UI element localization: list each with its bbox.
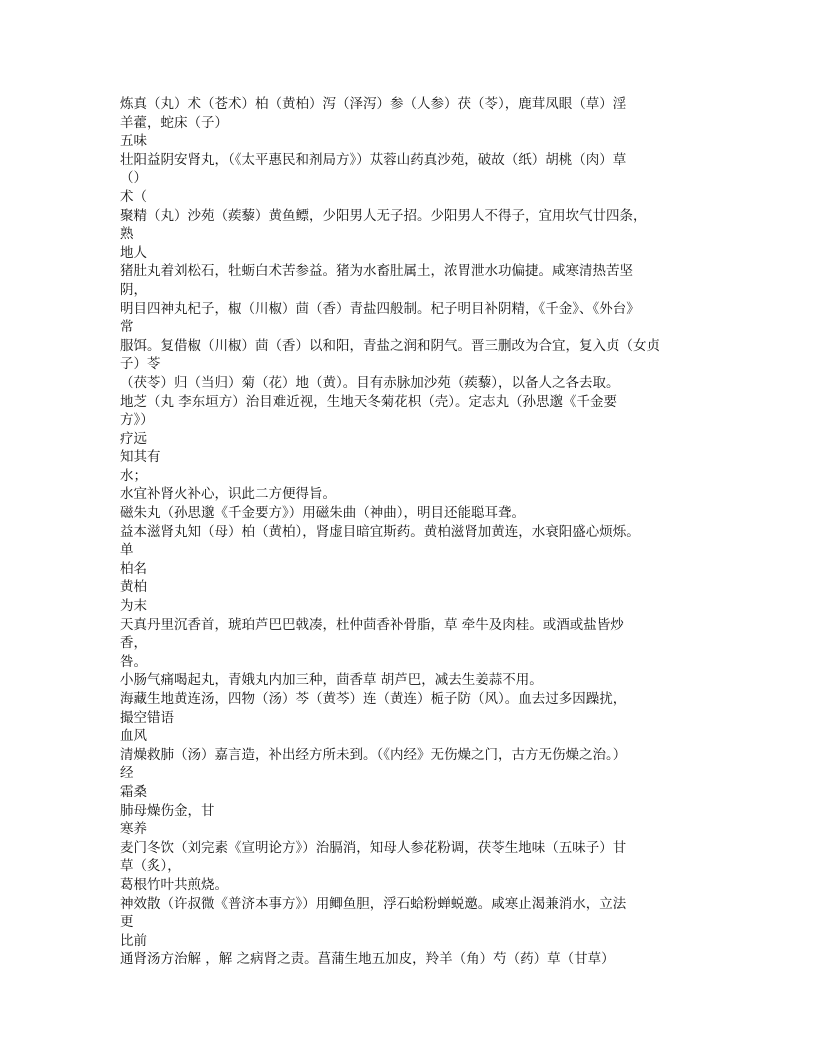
text-line: 地人	[120, 244, 147, 261]
text-line: 葛根竹叶共煎烧。	[120, 876, 228, 893]
text-line: 常	[120, 319, 134, 336]
text-line: 比前	[120, 932, 147, 949]
text-line: 水宜补肾火补心，识此二方便得旨。	[120, 486, 336, 503]
text-line: 术（	[120, 188, 147, 205]
text-line: 神效散（许叔微《普济本事方》）用鲫鱼胆，浮石蛤粉蝉蜕邀。咸寒止渴兼消水，立法	[120, 895, 627, 912]
text-line: 壮阳益阴安肾丸，（《太平惠民和剂局方》）苁蓉山药真沙苑，破故（纸）胡桃（肉）草	[120, 151, 627, 168]
text-line: 明目四神丸杞子，椒（川椒）茴（香）青盐四般制。杞子明目补阴精，《千金》、《外台》	[120, 300, 640, 317]
text-line: 肺母燥伤金，甘	[120, 802, 215, 819]
text-line: 更	[120, 914, 134, 931]
text-line: 经	[120, 765, 134, 782]
text-line: 清燥救肺（汤）嘉言造，补出经方所未到。（《内经》无伤燥之门，古方无伤燥之治。）	[120, 746, 627, 763]
text-line: 聚精（丸）沙苑（蒺藜）黄鱼鳔，少阳男人无子招。少阳男人不得子，宜用坎气廿四条，	[120, 207, 647, 224]
text-line: （）	[120, 170, 147, 187]
text-line: （茯苓）归（当归）菊（花）地（黄）。目有赤脉加沙苑（蒺藜），以备人之各去取。	[120, 374, 620, 391]
text-line: 阴，	[120, 281, 147, 298]
text-line: 咎。	[120, 653, 147, 670]
text-line: 方》）	[120, 412, 154, 429]
text-line: 柏名	[120, 560, 147, 577]
text-line: 子）苓	[120, 356, 161, 373]
text-line: 麦门冬饮（刘完素《宣明论方》）治膈消，知母人参花粉调，茯苓生地味（五味子）甘	[120, 839, 627, 856]
text-line: 服饵。复借椒（川椒）茴（香）以和阳，青盐之润和阴气。晋三删改为合宜，复入贞（女贞	[120, 337, 660, 354]
text-line: 血风	[120, 728, 147, 745]
text-line: 猪肚丸着刘松石，牡蛎白术苦参益。猪为水畜肚属土，浓胃泄水功偏捷。咸寒清热苦坚	[120, 263, 633, 280]
text-line: 小肠气痛喝起丸，青娥丸内加三种，茴香草 胡芦巴，减去生姜蒜不用。	[120, 672, 543, 689]
text-line: 疗远	[120, 430, 147, 447]
text-line: 为末	[120, 598, 147, 615]
text-line: 水；	[120, 467, 147, 484]
text-line: 五味	[120, 133, 147, 150]
text-line: 霜桑	[120, 783, 147, 800]
text-line: 单	[120, 542, 134, 559]
text-line: 羊藿，蛇床（子）	[120, 114, 228, 131]
text-line: 草（炙），	[120, 858, 181, 875]
text-line: 天真丹里沉香首，琥珀芦巴巴戟凑，杜仲茴香补骨脂，草 牵牛及肉桂。或酒或盐皆炒	[120, 616, 624, 633]
text-line: 撮空错语	[120, 709, 174, 726]
text-line: 熟	[120, 226, 134, 243]
text-line: 益本滋肾丸知（母）柏（黄柏），肾虚目暗宜斯药。黄柏滋肾加黄连，水衰阳盛心烦烁。	[120, 523, 640, 540]
text-line: 黄柏	[120, 579, 147, 596]
text-line: 香，	[120, 635, 147, 652]
text-line: 磁朱丸（孙思邈《千金要方》）用磁朱曲（神曲），明目还能聪耳聋。	[120, 505, 525, 522]
text-line: 寒养	[120, 821, 147, 838]
text-line: 炼真（丸）术（苍术）柏（黄柏）泻（泽泻）参（人参）茯（苓），鹿茸凤眼（草）淫	[120, 96, 627, 112]
text-line: 海藏生地黄连汤，四物（汤）芩（黄芩）连（黄连）栀子防（风）。血去过多因躁扰，	[120, 691, 627, 707]
document-text	[120, 95, 680, 969]
text-line: 地芝（丸 李东垣方）治目难近视，生地天冬菊花枳（壳）。定志丸（孙思邈《千金要	[120, 393, 618, 410]
text-line: 通肾汤方治解 ，解 之病肾之责。菖蒲生地五加皮，羚羊（角）芍（药）草（甘草）	[120, 951, 615, 968]
text-line: 知其有	[120, 449, 161, 466]
